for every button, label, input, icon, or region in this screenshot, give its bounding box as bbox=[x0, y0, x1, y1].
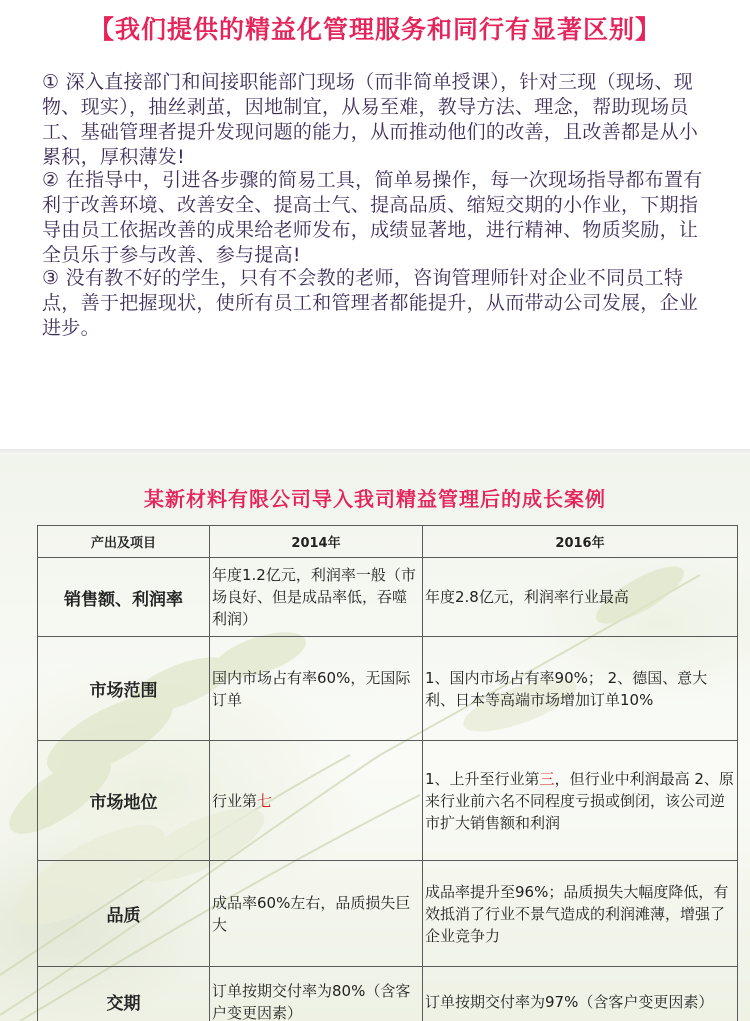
case-title: 某新材料有限公司导入我司精益管理后的成长案例 bbox=[144, 487, 606, 511]
row-item: 市场地位 bbox=[38, 741, 210, 861]
table-row bbox=[38, 861, 738, 967]
row-2016: 成品率提升至96%；品质损失大幅度降低，有效抵消了行业不景气造成的利润滩薄，增强了企业竞争力 bbox=[423, 861, 738, 967]
table-row bbox=[38, 741, 738, 861]
row-item: 品质 bbox=[38, 861, 210, 967]
row-2014: 订单按期交付率为80%（含客户变更因素） bbox=[210, 967, 423, 1021]
rank-text: 行业第 bbox=[212, 791, 258, 810]
rank-highlight: 三 bbox=[539, 769, 555, 788]
header-2016: 2016年 bbox=[423, 526, 738, 558]
header-2014: 2014年 bbox=[210, 526, 423, 558]
table-header-row bbox=[38, 526, 738, 558]
rank-text: ，但行业中利润最高 2、原来行业前六名不同程度亏损或倒闭，该公司逆市扩大销售额和利润 bbox=[425, 769, 734, 832]
row-2014 bbox=[210, 741, 423, 861]
rank-text: 1、上升至行业第 bbox=[425, 769, 540, 788]
intro-point-3: ③ 没有教不好的学生，只有不会教的老师，咨询管理师针对企业不同员工特点，善于把握现状，使所有员工和管理者都能提升，从而带动公司发展，企业进步。 bbox=[42, 267, 699, 339]
intro-section bbox=[0, 0, 750, 450]
header-item: 产出及项目 bbox=[38, 526, 210, 558]
row-item: 市场范围 bbox=[38, 637, 210, 741]
case-table bbox=[37, 525, 738, 1021]
row-2016: 1、国内市场占有率90%； 2、德国、意大利、日本等高端市场增加订单10% bbox=[423, 637, 738, 741]
row-item: 销售额、利润率 bbox=[38, 558, 210, 637]
row-2016: 订单按期交付率为97%（含客户变更因素） bbox=[423, 967, 738, 1021]
table-row bbox=[38, 637, 738, 741]
table-row bbox=[38, 558, 738, 637]
intro-title: 【我们提供的精益化管理服务和同行有显著区别】 bbox=[88, 15, 661, 44]
row-2016: 年度2.8亿元，利润率行业最高 bbox=[423, 558, 738, 637]
row-2014: 年度1.2亿元，利润率一般（市场良好、但是成品率低，吞噬利润） bbox=[210, 558, 423, 637]
rank-highlight: 七 bbox=[257, 791, 273, 810]
row-2014: 成品率60%左右，品质损失巨大 bbox=[210, 861, 423, 967]
intro-point-1: ① 深入直接部门和间接职能部门现场（而非简单授课），针对三现（现场、现物、现实），抽丝剥茧，因地制宜，从易至难，教导方法、理念，帮助现场员工、基础管理者提升发现问题的能力，从而推动他们的改善，且改善都是从小累积，厚积薄发! bbox=[42, 71, 699, 168]
row-2016 bbox=[423, 741, 738, 861]
table-row bbox=[38, 967, 738, 1021]
row-2014: 国内市场占有率60%，无国际订单 bbox=[210, 637, 423, 741]
intro-point-2: ② 在指导中，引进各步骤的简易工具，简单易操作，每一次现场指导都布置有利于改善环境、改善安全、提高士气、提高品质、缩短交期的小作业，下期指导由员工依据改善的成果给老师发布，成绩显著地，进行精神、物质奖励，让全员乐于参与改善、参与提高! bbox=[42, 169, 703, 266]
row-item: 交期 bbox=[38, 967, 210, 1021]
case-section bbox=[0, 455, 750, 1021]
